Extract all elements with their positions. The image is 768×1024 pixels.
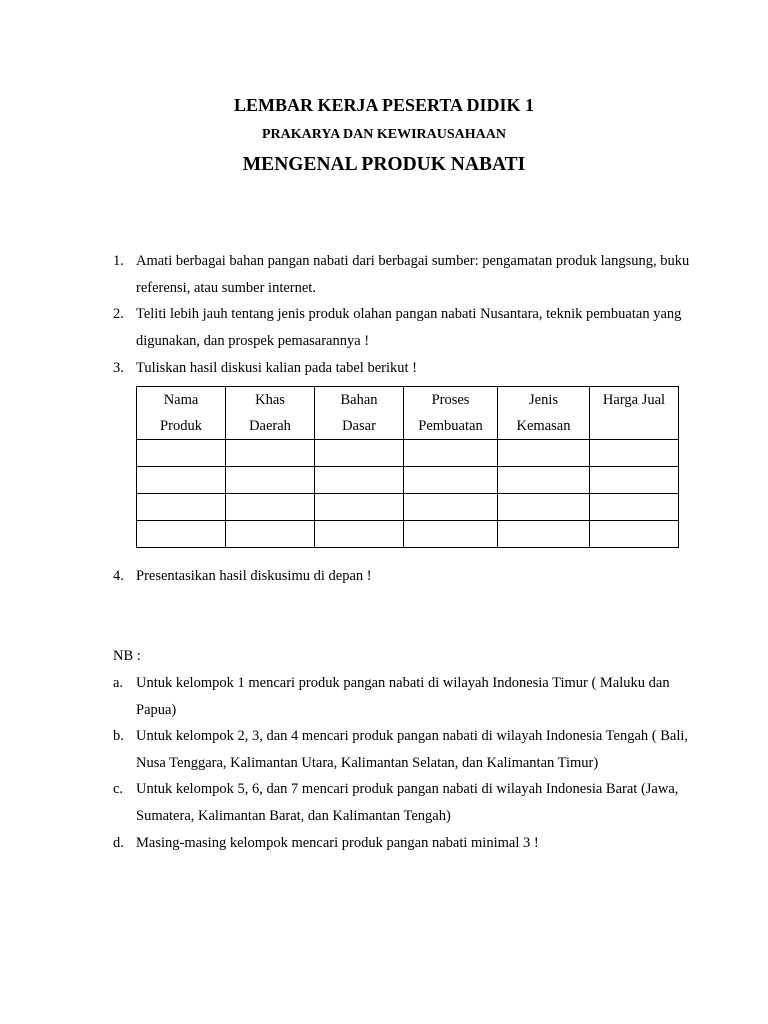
table-cell[interactable] [590, 440, 679, 467]
table-cell[interactable] [498, 467, 590, 494]
table-cell[interactable] [315, 521, 404, 548]
header-line: Jenis [529, 392, 558, 408]
step-item-4 [113, 563, 693, 590]
step-item-1 [113, 248, 693, 301]
table-header-cell [404, 387, 498, 440]
header-line: Nama [163, 392, 199, 408]
note-text: Untuk kelompok 2, 3, dan 4 mencari produk pangan nabati di wilayah Indonesia Tengah ( Bali, Nusa Tenggara, Kalimantan Utara, Kalimantan Selatan, dan Kalimantan Timur) [136, 728, 688, 771]
table-header-cell [498, 387, 590, 440]
table-cell[interactable] [404, 467, 498, 494]
table-row [137, 467, 679, 494]
table-cell[interactable] [226, 467, 315, 494]
subject-title: PRAKARYA DAN KEWIRAUSAHAAN [261, 127, 506, 142]
table-cell[interactable] [137, 440, 226, 467]
table-cell[interactable] [226, 494, 315, 521]
step-number: 4. [113, 568, 124, 584]
step-number: 3. [113, 360, 124, 376]
table-cell[interactable] [315, 440, 404, 467]
table-row [137, 494, 679, 521]
header-line: Dasar [342, 418, 376, 434]
step-number: 2. [113, 306, 124, 322]
table-cell[interactable] [137, 467, 226, 494]
header-line: Proses [431, 392, 470, 408]
header-line: Pembuatan [418, 418, 483, 434]
step-item-3 [113, 355, 693, 382]
result-table [136, 386, 679, 548]
header-line: Daerah [249, 418, 291, 434]
header-line [590, 413, 678, 439]
note-item-a [113, 670, 693, 723]
table-cell[interactable] [498, 440, 590, 467]
table-cell[interactable] [315, 494, 404, 521]
note-text: Untuk kelompok 1 mencari produk pangan nabati di wilayah Indonesia Timur ( Maluku dan Papua) [136, 675, 670, 718]
table-header-cell [137, 387, 226, 440]
notes-label: NB : [113, 648, 141, 664]
table-cell[interactable] [404, 521, 498, 548]
step-text: Teliti lebih jauh tentang jenis produk olahan pangan nabati Nusantara, teknik pembuatan yang digunakan, dan prospek pemasarannya ! [136, 306, 682, 349]
worksheet-title: LEMBAR KERJA PESERTA DIDIK 1 [233, 95, 535, 115]
table-cell[interactable] [226, 440, 315, 467]
table-cell[interactable] [226, 521, 315, 548]
note-text: Masing-masing kelompok mencari produk pangan nabati minimal 3 ! [136, 835, 539, 851]
step-text: Amati berbagai bahan pangan nabati dari berbagai sumber: pengamatan produk langsung, buku referensi, atau sumber internet. [136, 253, 690, 296]
step-item-2 [113, 301, 693, 354]
note-letter: a. [113, 675, 124, 691]
table-row [137, 440, 679, 467]
note-letter: d. [113, 835, 124, 851]
table-cell[interactable] [404, 494, 498, 521]
step-number: 1. [113, 253, 124, 269]
header-line: Kemasan [516, 418, 571, 434]
header-line: Harga Jual [602, 392, 666, 408]
table-row [137, 521, 679, 548]
table-cell[interactable] [590, 521, 679, 548]
table-cell[interactable] [498, 521, 590, 548]
note-text: Untuk kelompok 5, 6, dan 7 mencari produk pangan nabati di wilayah Indonesia Barat (Jawa, Sumatera, Kalimantan Barat, dan Kalimantan Tengah) [136, 781, 679, 824]
table-cell[interactable] [137, 494, 226, 521]
topic-title: MENGENAL PRODUK NABATI [242, 154, 526, 175]
table-cell[interactable] [315, 467, 404, 494]
note-item-c [113, 776, 693, 829]
header-line: Bahan [340, 392, 378, 408]
note-item-d [113, 830, 693, 857]
table-cell[interactable] [498, 494, 590, 521]
table-cell[interactable] [590, 494, 679, 521]
table-cell[interactable] [404, 440, 498, 467]
table-header-row [137, 387, 679, 440]
note-item-b [113, 723, 693, 776]
header-line: Produk [160, 418, 202, 434]
table-cell[interactable] [590, 467, 679, 494]
table-header-cell [590, 387, 679, 440]
step-text: Presentasikan hasil diskusimu di depan ! [136, 568, 372, 584]
table-header-cell [315, 387, 404, 440]
step-text: Tuliskan hasil diskusi kalian pada tabel berikut ! [136, 360, 417, 376]
table-cell[interactable] [137, 521, 226, 548]
note-letter: c. [113, 781, 124, 797]
table-header-cell [226, 387, 315, 440]
note-letter: b. [113, 728, 124, 744]
header-line: Khas [255, 392, 285, 408]
